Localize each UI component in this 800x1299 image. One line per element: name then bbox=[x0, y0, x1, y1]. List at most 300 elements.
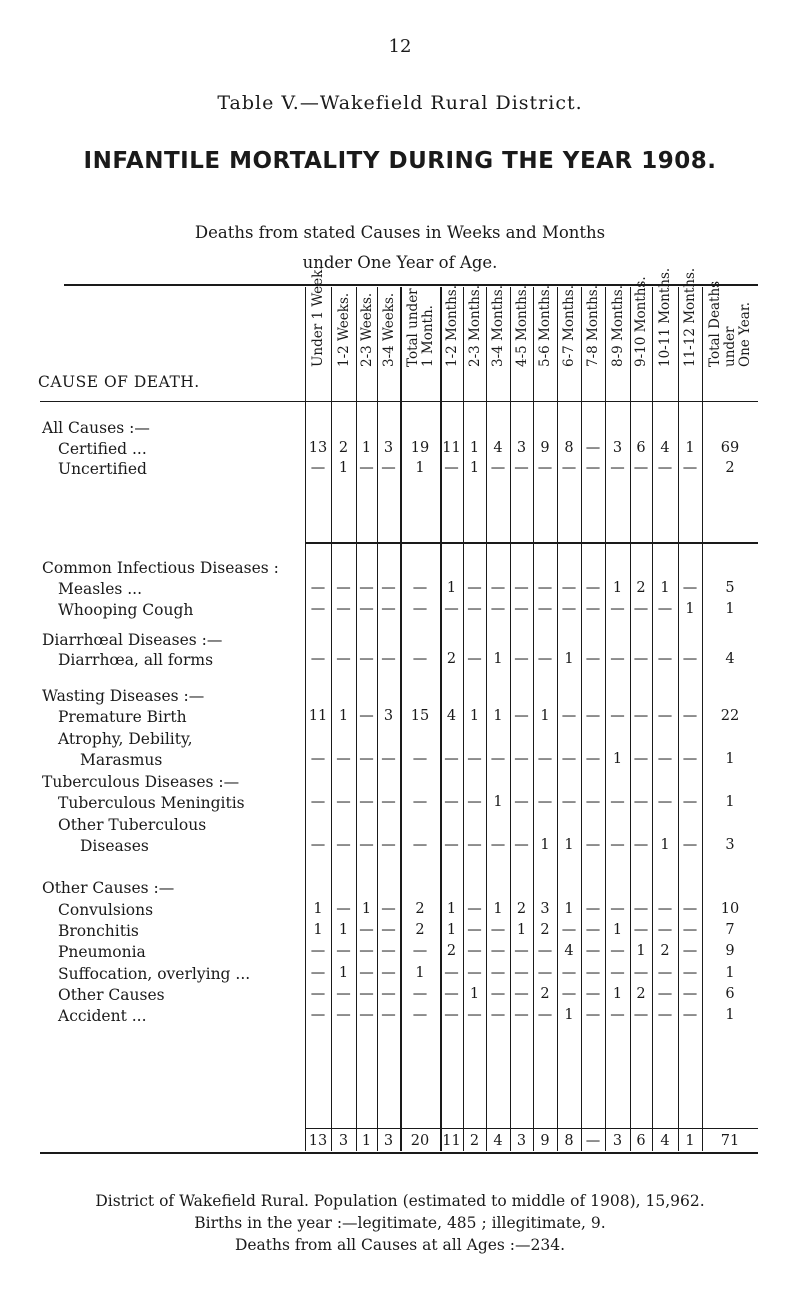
table-cell: — bbox=[514, 580, 529, 596]
table-cell: 1 bbox=[564, 837, 574, 853]
table-cell: — bbox=[381, 837, 396, 853]
table-cell: — bbox=[359, 965, 374, 981]
column-header: 1-2 Months. bbox=[443, 284, 460, 367]
table-cell: 2 bbox=[540, 986, 550, 1002]
table-cell: — bbox=[310, 601, 326, 617]
table-cell: — bbox=[359, 708, 374, 724]
table-cell: — bbox=[310, 580, 326, 596]
table-cell: — bbox=[490, 922, 506, 938]
table-cell: 1 bbox=[469, 440, 480, 456]
table-cell: 1 bbox=[415, 460, 425, 476]
row-label: Measles ... bbox=[58, 580, 143, 598]
table-cell: 2 bbox=[415, 922, 425, 938]
table-cell: 1 bbox=[636, 943, 646, 959]
column-header: 3-4 Months. bbox=[490, 284, 506, 367]
table-cell: — bbox=[657, 1007, 673, 1023]
table-cell: 1 bbox=[725, 751, 735, 767]
table-cell: — bbox=[585, 1007, 601, 1023]
table-cell: — bbox=[514, 708, 529, 724]
table-cell: — bbox=[561, 460, 577, 476]
table-cell: — bbox=[657, 922, 673, 938]
table-cell: — bbox=[657, 794, 673, 810]
column-header: Under 1 Week. bbox=[310, 265, 326, 367]
section-heading: Other Causes :— bbox=[42, 879, 175, 897]
table-cell: — bbox=[633, 794, 649, 810]
table-cell: 2 bbox=[446, 651, 457, 667]
table-cell: 8 bbox=[564, 1133, 574, 1149]
table-cell: — bbox=[633, 922, 649, 938]
table-cell: — bbox=[585, 651, 601, 667]
table-cell: — bbox=[381, 1007, 396, 1023]
table-cell: 1 bbox=[446, 922, 457, 938]
table-cell: 19 bbox=[410, 440, 430, 456]
table-cell: — bbox=[412, 580, 428, 596]
page-number: 12 bbox=[388, 36, 412, 57]
row-label: Convulsions bbox=[58, 901, 154, 919]
table-cell: 9 bbox=[540, 440, 550, 456]
table-cell: — bbox=[336, 1007, 351, 1023]
row-label: Atrophy, Debility, bbox=[58, 730, 193, 748]
table-cell: — bbox=[514, 1007, 529, 1023]
table-cell: — bbox=[444, 837, 459, 853]
table-cell: 1 bbox=[493, 794, 503, 810]
table-cell: 1 bbox=[540, 837, 550, 853]
table-cell: — bbox=[537, 1007, 553, 1023]
table-cell: 1 bbox=[493, 708, 503, 724]
table-cell: — bbox=[467, 922, 482, 938]
table-cell: 7 bbox=[725, 922, 735, 938]
table-cell: — bbox=[682, 901, 698, 917]
table-cell: — bbox=[657, 460, 673, 476]
table-cell: 1 bbox=[685, 601, 695, 617]
table-cell: — bbox=[381, 922, 396, 938]
table-cell: 3 bbox=[383, 1133, 394, 1149]
row-label: Certified ... bbox=[58, 440, 147, 458]
row-label: Other Causes bbox=[58, 986, 165, 1004]
table-cell: — bbox=[514, 943, 529, 959]
table-cell: — bbox=[610, 943, 625, 959]
table-cell: — bbox=[537, 965, 553, 981]
column-header: 2-3 Months. bbox=[466, 284, 483, 367]
column-header: 3-4 Weeks. bbox=[380, 292, 397, 367]
table-cell: 11 bbox=[442, 440, 461, 456]
table-cell: — bbox=[657, 601, 673, 617]
table-cell: — bbox=[444, 794, 459, 810]
table-cell: — bbox=[444, 1007, 459, 1023]
table-cell: 1 bbox=[338, 460, 349, 476]
table-cell: 1 bbox=[361, 1133, 372, 1149]
table-cell: — bbox=[359, 794, 374, 810]
table-cell: — bbox=[610, 837, 625, 853]
table-cell: — bbox=[336, 651, 351, 667]
table-cell: — bbox=[381, 751, 396, 767]
table-cell: — bbox=[561, 986, 577, 1002]
table-cell: 1 bbox=[564, 651, 574, 667]
table-cell: 1 bbox=[660, 580, 670, 596]
table-cell: 2 bbox=[725, 460, 735, 476]
table-cell: 1 bbox=[493, 901, 503, 917]
table-cell: 4 bbox=[493, 1133, 503, 1149]
table-cell: — bbox=[537, 580, 553, 596]
table-cell: — bbox=[610, 794, 625, 810]
table-cell: 2 bbox=[415, 901, 425, 917]
table-cell: — bbox=[412, 751, 428, 767]
footer-population: District of Wakefield Rural. Population (estimated to middle of 1908), 15,962. bbox=[95, 1192, 705, 1210]
table-cell: 6 bbox=[636, 440, 646, 456]
table-cell: — bbox=[467, 1007, 482, 1023]
table-cell: — bbox=[610, 1007, 625, 1023]
table-cell: — bbox=[467, 943, 482, 959]
row-label: Diarrhœa, all forms bbox=[58, 651, 214, 669]
table-cell: — bbox=[585, 708, 601, 724]
row-label: Bronchitis bbox=[58, 922, 139, 940]
table-cell: 13 bbox=[308, 440, 328, 456]
table-cell: 6 bbox=[636, 1133, 646, 1149]
table-cell: 1 bbox=[338, 922, 349, 938]
table-cell: 1 bbox=[725, 601, 735, 617]
table-cell: 3 bbox=[516, 440, 527, 456]
table-cell: 3 bbox=[516, 1133, 527, 1149]
table-cell: 4 bbox=[493, 440, 503, 456]
table-cell: — bbox=[514, 965, 529, 981]
table-cell: 1 bbox=[469, 708, 480, 724]
table-cell: — bbox=[490, 751, 506, 767]
column-header: 6-7 Months. bbox=[561, 284, 577, 367]
table-cell: 71 bbox=[720, 1133, 740, 1149]
totals-top-rule bbox=[305, 1128, 758, 1129]
table-cell: — bbox=[561, 580, 577, 596]
table-cell: — bbox=[585, 580, 601, 596]
table-cell: — bbox=[336, 751, 351, 767]
table-cell: 69 bbox=[720, 440, 740, 456]
table-cell: — bbox=[359, 601, 374, 617]
table-cell: — bbox=[682, 965, 698, 981]
footer-deaths: Deaths from all Causes at all Ages :—234. bbox=[234, 1236, 566, 1254]
table-cell: — bbox=[490, 986, 506, 1002]
table-cell: — bbox=[585, 601, 601, 617]
table-cell: — bbox=[490, 943, 506, 959]
table-cell: 3 bbox=[338, 1133, 349, 1149]
table-cell: — bbox=[310, 651, 326, 667]
table-cell: — bbox=[657, 751, 673, 767]
cause-column-header: CAUSE OF DEATH. bbox=[38, 373, 200, 391]
table-cell: — bbox=[682, 580, 698, 596]
table-cell: — bbox=[444, 601, 459, 617]
table-cell: — bbox=[657, 708, 673, 724]
section-heading: All Causes :— bbox=[42, 419, 150, 437]
table-cell: — bbox=[359, 986, 374, 1002]
table-cell: 15 bbox=[410, 708, 430, 724]
table-cell: — bbox=[682, 922, 698, 938]
table-cell: — bbox=[514, 651, 529, 667]
column-header: 8-9 Months. bbox=[609, 284, 626, 367]
table-cell: 3 bbox=[612, 440, 623, 456]
table-cell: — bbox=[682, 794, 698, 810]
table-cell: — bbox=[359, 943, 374, 959]
column-header: 7-8 Months. bbox=[585, 284, 601, 367]
table-cell: — bbox=[537, 651, 553, 667]
table-cell: 1 bbox=[469, 460, 480, 476]
table-cell: 2 bbox=[446, 943, 457, 959]
table-cell: — bbox=[310, 460, 326, 476]
table-cell: — bbox=[585, 965, 601, 981]
table-cell: — bbox=[610, 601, 625, 617]
column-header: 2-3 Weeks. bbox=[358, 292, 375, 367]
table-cell: 4 bbox=[725, 651, 735, 667]
page-title: INFANTILE MORTALITY DURING THE YEAR 1908. bbox=[83, 148, 717, 174]
table-cell: 1 bbox=[685, 1133, 695, 1149]
table-cell: — bbox=[467, 601, 482, 617]
table-cell: 1 bbox=[338, 965, 349, 981]
table-cell: — bbox=[633, 708, 649, 724]
table-cell: 1 bbox=[725, 965, 735, 981]
table-cell: 1 bbox=[564, 901, 574, 917]
table-cell: 1 bbox=[660, 837, 670, 853]
table-cell: — bbox=[467, 751, 482, 767]
column-header: Total under bbox=[404, 288, 421, 367]
table-cell: 1 bbox=[469, 986, 480, 1002]
table-cell: — bbox=[381, 943, 396, 959]
table-cell: 9 bbox=[725, 943, 735, 959]
table-cell: — bbox=[633, 965, 649, 981]
table-cell: — bbox=[412, 986, 428, 1002]
table-cell: 2 bbox=[636, 986, 646, 1002]
table-cell: — bbox=[381, 601, 396, 617]
table-cell: — bbox=[336, 986, 351, 1002]
column-header: 1 Month. bbox=[419, 305, 436, 367]
table-cell: — bbox=[585, 837, 601, 853]
table-cell: 20 bbox=[410, 1133, 430, 1149]
table-cell: — bbox=[537, 794, 553, 810]
table-cell: 1 bbox=[612, 986, 623, 1002]
table-cell: — bbox=[633, 751, 649, 767]
table-cell: — bbox=[682, 986, 698, 1002]
table-cell: — bbox=[412, 601, 428, 617]
table-cell: — bbox=[537, 943, 553, 959]
table-cell: — bbox=[657, 986, 673, 1002]
table-cell: — bbox=[336, 943, 351, 959]
table-cell: 1 bbox=[313, 901, 323, 917]
table-cell: — bbox=[381, 965, 396, 981]
table-cell: — bbox=[610, 965, 625, 981]
table-cell: 1 bbox=[361, 901, 372, 917]
table-cell: — bbox=[467, 651, 482, 667]
table-cell: 4 bbox=[446, 708, 457, 724]
table-cell: — bbox=[561, 794, 577, 810]
table-cell: — bbox=[336, 901, 351, 917]
row-label: Tuberculous Meningitis bbox=[58, 794, 245, 812]
table-cell: 1 bbox=[564, 1007, 574, 1023]
table-cell: — bbox=[657, 651, 673, 667]
table-cell: — bbox=[490, 837, 506, 853]
table-cell: — bbox=[490, 965, 506, 981]
table-cell: — bbox=[310, 1007, 326, 1023]
table-cell: — bbox=[310, 943, 326, 959]
table-cell: — bbox=[514, 601, 529, 617]
table-cell: 13 bbox=[308, 1133, 328, 1149]
table-cell: — bbox=[682, 943, 698, 959]
table-bottom-rule bbox=[40, 1152, 758, 1154]
table-cell: — bbox=[610, 708, 625, 724]
table-cell: 1 bbox=[685, 440, 695, 456]
table-cell: — bbox=[490, 460, 506, 476]
table-cell: 3 bbox=[725, 837, 735, 853]
table-cell: — bbox=[682, 460, 698, 476]
table-cell: 2 bbox=[636, 580, 646, 596]
table-cell: — bbox=[381, 580, 396, 596]
table-cell: 1 bbox=[446, 901, 457, 917]
section-heading: Wasting Diseases :— bbox=[42, 687, 205, 705]
table-cell: — bbox=[412, 651, 428, 667]
table-cell: — bbox=[444, 986, 459, 1002]
table-cell: — bbox=[682, 651, 698, 667]
column-header: 10-11 Months. bbox=[657, 267, 673, 367]
table-cell: — bbox=[585, 440, 601, 456]
table-cell: — bbox=[381, 651, 396, 667]
table-cell: 6 bbox=[725, 986, 735, 1002]
table-cell: — bbox=[585, 901, 601, 917]
table-cell: 1 bbox=[725, 1007, 735, 1023]
table-cell: — bbox=[310, 794, 326, 810]
table-cell: 3 bbox=[383, 440, 394, 456]
table-cell: — bbox=[412, 1007, 428, 1023]
table-cell: 3 bbox=[540, 901, 550, 917]
table-cell: — bbox=[561, 922, 577, 938]
footer-births: Births in the year :—legitimate, 485 ; illegitimate, 9. bbox=[194, 1214, 606, 1232]
table-cell: — bbox=[585, 460, 601, 476]
table-cell: — bbox=[585, 943, 601, 959]
table-cell: — bbox=[610, 901, 625, 917]
table-cell: — bbox=[561, 751, 577, 767]
table-cell: 3 bbox=[612, 1133, 623, 1149]
all-causes-bottom-rule bbox=[305, 542, 758, 544]
table-cell: — bbox=[633, 1007, 649, 1023]
table-cell: — bbox=[381, 794, 396, 810]
table-cell: — bbox=[467, 901, 482, 917]
row-label: Suffocation, overlying ... bbox=[58, 965, 251, 983]
table-cell: — bbox=[537, 601, 553, 617]
table-cell: — bbox=[336, 794, 351, 810]
column-header: 9-10 Months. bbox=[633, 276, 649, 367]
table-cell: — bbox=[359, 837, 374, 853]
table-cell: — bbox=[412, 837, 428, 853]
table-cell: — bbox=[514, 794, 529, 810]
table-cell: — bbox=[490, 580, 506, 596]
row-label: Premature Birth bbox=[58, 708, 187, 726]
table-cell: 1 bbox=[313, 922, 323, 938]
table-cell: 2 bbox=[338, 440, 349, 456]
table-cell: — bbox=[585, 751, 601, 767]
table-cell: — bbox=[336, 837, 351, 853]
table-cell: 1 bbox=[612, 580, 623, 596]
column-header: under bbox=[722, 326, 738, 367]
row-label: Other Tuberculous bbox=[58, 816, 207, 834]
column-header: 5-6 Months. bbox=[537, 284, 553, 367]
header-bottom-rule bbox=[40, 401, 758, 402]
column-header: Total Deaths bbox=[707, 280, 723, 367]
table-cell: — bbox=[514, 460, 529, 476]
table-cell: — bbox=[657, 901, 673, 917]
table-cell: — bbox=[412, 943, 428, 959]
table-cell: — bbox=[657, 965, 673, 981]
row-label: Pneumonia bbox=[58, 943, 146, 961]
table-cell: — bbox=[444, 751, 459, 767]
section-heading: Tuberculous Diseases :— bbox=[42, 773, 240, 791]
table-cell: — bbox=[381, 986, 396, 1002]
table-cell: — bbox=[537, 460, 553, 476]
table-cell: — bbox=[490, 1007, 506, 1023]
table-cell: — bbox=[633, 901, 649, 917]
table-cell: 1 bbox=[725, 794, 735, 810]
table-cell: 1 bbox=[612, 922, 623, 938]
table-cell: — bbox=[444, 460, 459, 476]
table-cell: — bbox=[359, 460, 374, 476]
table-cell: — bbox=[514, 986, 529, 1002]
table-cell: 1 bbox=[516, 922, 527, 938]
table-cell: 2 bbox=[516, 901, 527, 917]
table-cell: 3 bbox=[383, 708, 394, 724]
table-cell: 11 bbox=[442, 1133, 461, 1149]
subtitle-line-2: under One Year of Age. bbox=[302, 253, 498, 272]
table-cell: — bbox=[633, 651, 649, 667]
table-cell: 2 bbox=[469, 1133, 480, 1149]
table-cell: — bbox=[682, 708, 698, 724]
table-cell: — bbox=[561, 601, 577, 617]
row-label-continued: Diseases bbox=[80, 837, 149, 855]
row-label: Accident ... bbox=[58, 1007, 147, 1025]
table-cell: — bbox=[610, 651, 625, 667]
table-cell: 5 bbox=[725, 580, 735, 596]
table-cell: 1 bbox=[338, 708, 349, 724]
table-cell: — bbox=[336, 580, 351, 596]
column-header: 4-5 Months. bbox=[513, 284, 530, 367]
row-label: Whooping Cough bbox=[58, 601, 194, 619]
table-cell: — bbox=[467, 794, 482, 810]
table-cell: — bbox=[514, 837, 529, 853]
table-cell: 1 bbox=[446, 580, 457, 596]
table-cell: — bbox=[310, 965, 326, 981]
table-cell: 4 bbox=[660, 1133, 670, 1149]
table-cell: — bbox=[561, 965, 577, 981]
table-cell: — bbox=[310, 837, 326, 853]
table-caption: Table V.—Wakefield Rural District. bbox=[217, 92, 583, 114]
table-cell: 1 bbox=[493, 651, 503, 667]
table-cell: — bbox=[633, 460, 649, 476]
table-cell: 1 bbox=[540, 708, 550, 724]
table-cell: — bbox=[359, 922, 374, 938]
table-cell: — bbox=[359, 651, 374, 667]
table-cell: — bbox=[682, 837, 698, 853]
table-cell: — bbox=[585, 986, 601, 1002]
table-cell: — bbox=[412, 794, 428, 810]
table-cell: — bbox=[585, 922, 601, 938]
table-cell: — bbox=[561, 708, 577, 724]
table-cell: 22 bbox=[720, 708, 740, 724]
section-heading: Diarrhœal Diseases :— bbox=[42, 631, 223, 649]
table-cell: — bbox=[610, 460, 625, 476]
table-cell: — bbox=[444, 965, 459, 981]
table-cell: — bbox=[467, 965, 482, 981]
table-cell: — bbox=[633, 837, 649, 853]
column-header: One Year. bbox=[737, 301, 753, 367]
table-cell: — bbox=[467, 580, 482, 596]
column-header: 11-12 Months. bbox=[682, 267, 698, 367]
table-cell: — bbox=[490, 601, 506, 617]
table-cell: — bbox=[467, 837, 482, 853]
table-cell: — bbox=[537, 751, 553, 767]
table-cell: — bbox=[585, 1133, 601, 1149]
subtitle-line-1: Deaths from stated Causes in Weeks and Months bbox=[194, 223, 606, 242]
